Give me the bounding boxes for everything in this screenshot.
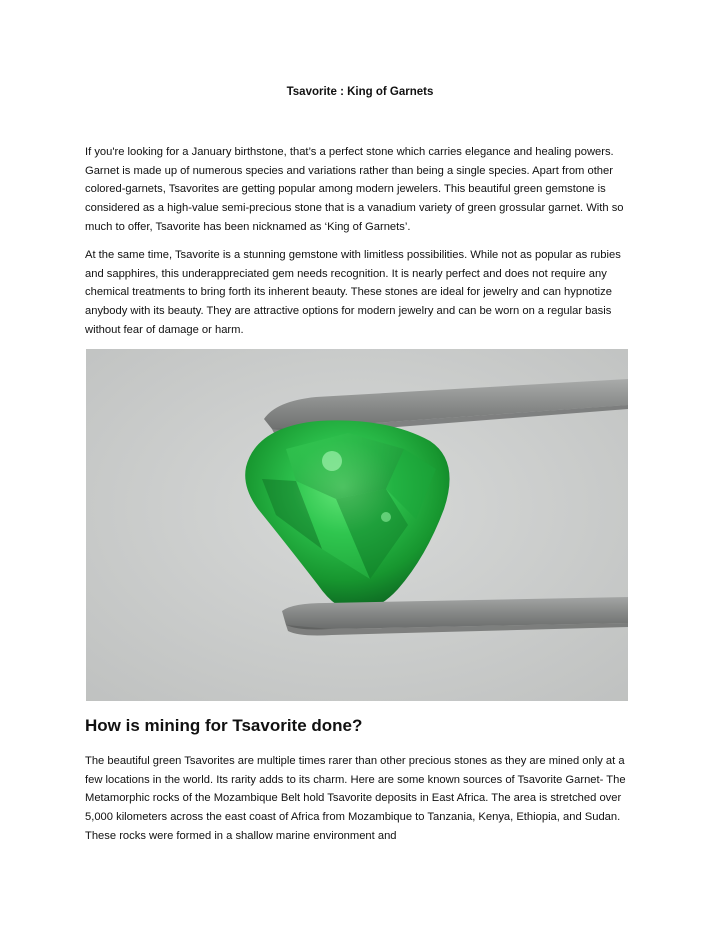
section-heading: How is mining for Tsavorite done? — [85, 716, 363, 735]
mining-paragraph: The beautiful green Tsavorites are multiple times rarer than other precious stones as they are mined only at a few locations in the world. Its rarity adds to its charm. Here are some known sources of Tsavorite Garnet- The Metamorphic rocks of the Mozambique Belt hold Tsavorite deposits in East Africa. The area is stretched over 5,000 kilometers across the east coast of Africa from Mozambique to Tanzania, Kenya, Ethiopia, and Sudan. These rocks were formed in a shallow marine environment and — [85, 755, 626, 842]
intro-paragraph: If you're looking for a January birthstone, that’s a perfect stone which carries elegance and healing powers. Garnet is made up of numerous species and variations rather than being a single species. Apart from other colored-garnets, Tsavorites are getting popular among modern jewelers. This beautiful green gemstone is considered as a high-value semi-precious stone that is a vanadium variety of green grossular garnet. With so much to offer, Tsavorite has been nicknamed as ‘King of Garnets’. — [85, 146, 624, 233]
second-paragraph: At the same time, Tsavorite is a stunning gemstone with limitless possibilities. While not as popular as rubies and sapphires, this underappreciated gem needs recognition. It is nearly perfect and does not require any chemical treatments to bring forth its inherent beauty. These stones are ideal for jewelry and can hypnotize anybody with its beauty. They are attractive options for modern jewelry and can be worn on a regular basis without fear of damage or harm. — [85, 249, 621, 336]
page-title: Tsavorite : King of Garnets — [286, 86, 434, 98]
tsavorite-gemstone-photo — [86, 349, 628, 701]
